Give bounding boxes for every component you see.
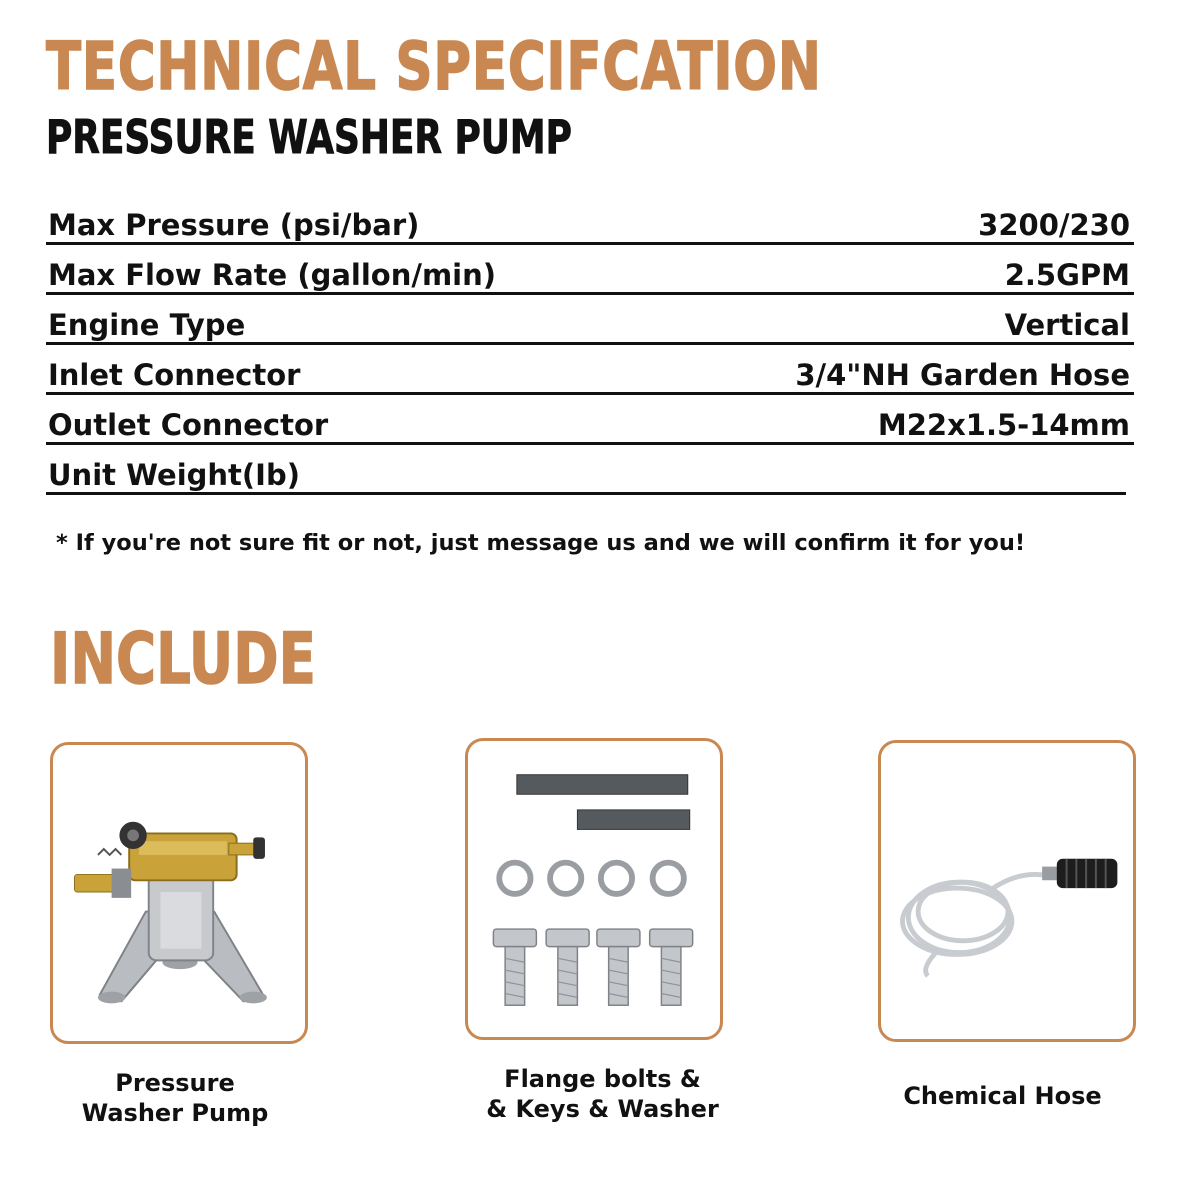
include-card-bolts [465,738,723,1040]
spec-label: Max Flow Rate (gallon/min) [48,258,496,292]
caption-line: Washer Pump [81,1099,269,1127]
spec-label: Engine Type [48,308,246,342]
include-caption-hose [880,1081,1125,1111]
spec-label: Max Pressure (psi/bar) [48,208,420,242]
fit-note: * If you're not sure fit or not, just message us and we will confirm it for you! [56,530,1026,556]
spec-row-outlet-connector [46,395,1134,445]
spec-value: 3200/230 [978,208,1130,242]
include-caption-pump [50,1068,300,1128]
page-title: TECHNICAL SPECIFCATION [46,28,822,105]
caption-line: Chemical Hose [903,1082,1102,1110]
pressure-washer-pump-image [53,745,305,1041]
page-subtitle: PRESSURE WASHER PUMP [46,110,572,164]
spec-row-max-pressure [46,195,1134,245]
spec-value: 3/4"NH Garden Hose [795,358,1130,392]
include-caption-bolts [470,1064,735,1124]
spec-row-max-flow-rate [46,245,1134,295]
include-title: INCLUDE [50,618,316,700]
spec-value: Vertical [1004,308,1130,342]
flange-bolts-keys-washer-image [468,741,720,1037]
include-card-hose [878,740,1136,1042]
spec-label: Inlet Connector [48,358,301,392]
spec-table [46,195,1134,495]
spec-value: 2.5GPM [1004,258,1130,292]
chemical-hose-image [881,743,1133,1039]
spec-label: Unit Weight(Ib) [48,458,300,492]
caption-line: Flange bolts & [504,1065,701,1093]
caption-line: & Keys & Washer [486,1095,719,1123]
spec-label: Outlet Connector [48,408,329,442]
spec-row-inlet-connector [46,345,1134,395]
include-card-pump [50,742,308,1044]
spec-row-unit-weight [46,445,1126,495]
spec-row-engine-type [46,295,1134,345]
caption-line: Pressure [115,1069,235,1097]
spec-value: M22x1.5-14mm [877,408,1130,442]
